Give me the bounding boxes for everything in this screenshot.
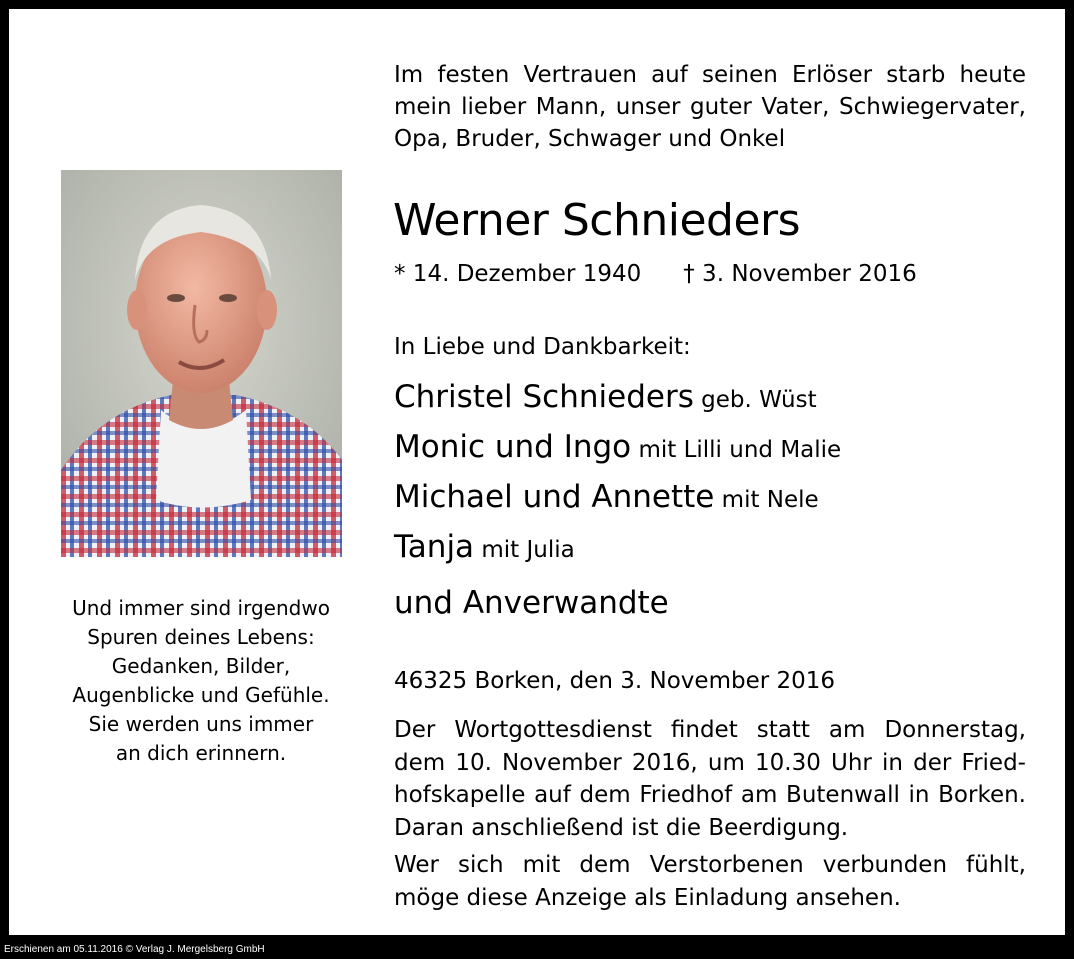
service-line: Daran anschließend ist die Beerdigung. [394, 814, 849, 841]
portrait-image [61, 170, 342, 557]
intro-text [394, 59, 1026, 155]
obituary-notice [9, 9, 1065, 935]
mourner-row [394, 377, 817, 420]
place-date: 46325 Borken, den 3. November 2016 [394, 668, 836, 694]
intro-line: mein lieber Mann, unser guter Vater, Schwiegervater, [394, 94, 1026, 120]
service-line: dem 10. November 2016, um 10.30 Uhr in der Fried- [394, 749, 1026, 776]
poem-line: Gedanken, Bilder, [111, 654, 291, 678]
intro-line: Opa, Bruder, Schwager und Onkel [394, 126, 786, 152]
service-line: hofskapelle auf dem Friedhof am Butenwall in Borken. [394, 782, 1026, 808]
closing-text [394, 849, 1026, 914]
poem-line: Spuren deines Lebens: [87, 625, 315, 649]
service-line: Der Wortgottesdienst findet statt am Donnerstag, [394, 717, 1026, 743]
closing-line: möge diese Anzeige als Einladung ansehen. [394, 884, 901, 911]
birth-date: * 14. Dezember 1940 [394, 261, 642, 287]
mourner-main: Tanja [394, 529, 475, 565]
mourner-extra: mit Nele [714, 487, 819, 513]
mourner-row [394, 527, 575, 570]
mourner-extra: mit Lilli und Malie [631, 437, 842, 463]
mourner-main: Christel Schnieders [394, 379, 694, 415]
poem-line: Augenblicke und Gefühle. [72, 683, 330, 707]
deceased-name: Werner Schnieders [393, 195, 801, 246]
poem-line: Und immer sind irgendwo [72, 596, 330, 620]
publication-footer: Erschienen am 05.11.2016 © Verlag J. Mergelsberg GmbH [4, 944, 265, 955]
poem-line: an dich erinnern. [115, 741, 287, 765]
mourner-extra: mit Julia [474, 537, 575, 563]
portrait-photo [61, 170, 342, 557]
life-dates [394, 258, 917, 290]
intro-line: Im festen Vertrauen auf seinen Erlöser starb heute [394, 62, 1026, 88]
mourner-row [394, 427, 841, 470]
death-date: † 3. November 2016 [683, 261, 917, 287]
mourner-extra: geb. Wüst [693, 387, 817, 413]
mourner-row [394, 477, 819, 520]
closing-line: Wer sich mit dem Verstorbenen verbunden fühlt, [394, 852, 1026, 878]
memorial-poem [42, 594, 360, 768]
mourners-lead: In Liebe und Dankbarkeit: [394, 334, 691, 360]
mourner-row [394, 583, 669, 623]
mourner-main: Monic und Ingo [394, 429, 632, 465]
mourner-main: und Anverwandte [394, 585, 669, 621]
service-info [394, 714, 1026, 844]
poem-line: Sie werden uns immer [88, 712, 314, 736]
mourner-main: Michael und Annette [394, 479, 715, 515]
